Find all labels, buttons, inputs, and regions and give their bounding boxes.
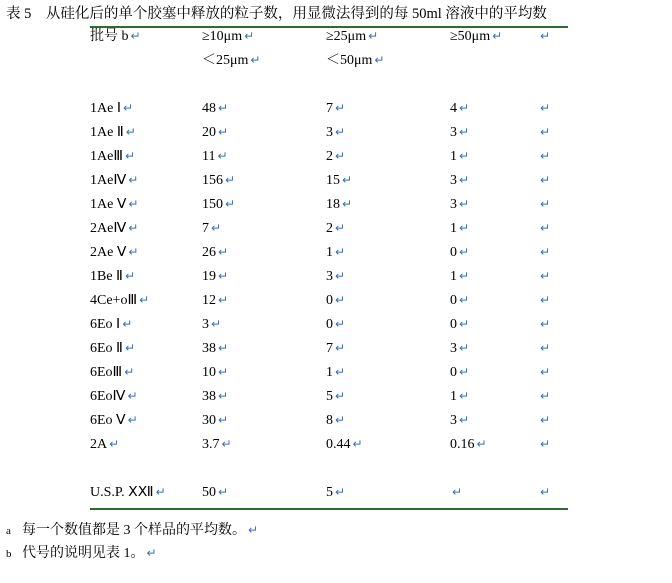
cell-c: 3 ↵ (450, 125, 470, 140)
pilcrow-icon: ↵ (221, 437, 232, 451)
pilcrow-icon: ↵ (125, 125, 136, 139)
cell-b-usp: 5 ↵ (326, 484, 450, 509)
header-separator (90, 76, 568, 100)
pilcrow-icon: ↵ (459, 245, 470, 259)
pilcrow-icon: ↵ (335, 365, 346, 379)
cell-b: 8 ↵ (326, 413, 346, 428)
cell-endmark (538, 316, 568, 340)
cell-batch: 1Ae Ⅱ ↵ (90, 125, 136, 140)
pilcrow-icon: ↵ (540, 101, 551, 115)
pilcrow-icon: ↵ (342, 197, 353, 211)
cell-c: 3 ↵ (450, 413, 470, 428)
pilcrow-icon: ↵ (122, 101, 134, 115)
cell-c: 1 ↵ (450, 389, 470, 404)
footer-separator (90, 460, 568, 484)
header-range-b: ≥25μm ↵ (326, 27, 450, 52)
pilcrow-icon: ↵ (368, 29, 379, 43)
table-row (90, 100, 568, 124)
cell-a-usp: 50 ↵ (202, 484, 326, 509)
caption-text: 从硅化后的单个胶塞中释放的粒子数，用显微法得到的每 50ml 溶液中的平均数 (45, 6, 547, 22)
table-row (90, 316, 568, 340)
cell-b: 2 ↵ (326, 149, 346, 164)
cell-c: 0 ↵ (450, 317, 470, 332)
cell-batch: 1AeⅣ ↵ (90, 173, 139, 188)
table-header-row-2 (90, 52, 568, 76)
pilcrow-icon: ↵ (459, 173, 470, 187)
cell-endmark (538, 244, 568, 268)
pilcrow-icon: ↵ (127, 389, 138, 403)
pilcrow-icon: ↵ (335, 269, 346, 283)
header-batch: 批号 b ↵ (90, 27, 202, 52)
cell-endmark (538, 220, 568, 244)
pilcrow-icon: ↵ (374, 53, 385, 67)
pilcrow-icon: ↵ (540, 197, 551, 211)
pilcrow-icon: ↵ (218, 341, 229, 355)
pilcrow-icon: ↵ (335, 101, 346, 115)
pilcrow-icon: ↵ (122, 317, 133, 331)
cell-b: 0 ↵ (326, 317, 346, 332)
pilcrow-icon: ↵ (540, 125, 551, 139)
pilcrow-icon: ↵ (250, 53, 261, 67)
cell-b: 7 ↵ (326, 101, 346, 116)
cell-a: 11 ↵ (202, 149, 228, 164)
pilcrow-icon: ↵ (459, 197, 470, 211)
table-row (90, 436, 568, 460)
pilcrow-icon: ↵ (218, 389, 229, 403)
pilcrow-icon: ↵ (218, 269, 229, 283)
pilcrow-icon: ↵ (459, 149, 470, 163)
pilcrow-icon: ↵ (459, 101, 470, 115)
pilcrow-icon: ↵ (124, 341, 136, 355)
cell-a: 48 ↵ (202, 101, 229, 116)
cell-c: 3 ↵ (450, 197, 470, 212)
cell-b: 1 ↵ (326, 245, 346, 260)
table-row (90, 172, 568, 196)
pilcrow-icon: ↵ (540, 221, 551, 235)
cell-c: 3 ↵ (450, 173, 470, 188)
pilcrow-icon: ↵ (335, 221, 346, 235)
cell-batch: 1AeⅢ ↵ (90, 149, 136, 164)
cell-c: 1 ↵ (450, 221, 470, 236)
pilcrow-icon: ↵ (540, 149, 551, 163)
cell-batch: 1Ae Ⅴ ↵ (90, 197, 139, 212)
footnote-marker-a: a (6, 525, 11, 537)
pilcrow-icon: ↵ (218, 101, 229, 115)
cell-a: 38 ↵ (202, 341, 229, 356)
pilcrow-icon: ↵ (452, 485, 463, 499)
pilcrow-icon: ↵ (459, 125, 470, 139)
cell-batch: 2Ae Ⅴ ↵ (90, 245, 139, 260)
cell-batch: 2A ↵ (90, 437, 120, 452)
footnote-marker-b: b (6, 548, 12, 560)
table-caption (6, 4, 670, 24)
cell-a: 7 ↵ (202, 221, 222, 236)
cell-endmark-usp (538, 484, 568, 509)
cell-b: 2 ↵ (326, 221, 346, 236)
cell-batch: 6EoⅣ ↵ (90, 389, 138, 404)
pilcrow-icon: ↵ (211, 317, 222, 331)
cell-a: 19 ↵ (202, 269, 229, 284)
pilcrow-icon: ↵ (459, 389, 470, 403)
pilcrow-icon: ↵ (342, 173, 353, 187)
pilcrow-icon: ↵ (139, 293, 150, 307)
cell-c: 3 ↵ (450, 341, 470, 356)
cell-b: 7 ↵ (326, 341, 346, 356)
table-row (90, 412, 568, 436)
table-footnotes (6, 519, 666, 565)
pilcrow-icon: ↵ (244, 29, 255, 43)
cell-b: 0 ↵ (326, 293, 346, 308)
pilcrow-icon: ↵ (540, 269, 551, 283)
pilcrow-icon: ↵ (459, 269, 470, 283)
table-row (90, 244, 568, 268)
cell-a: 26 ↵ (202, 245, 229, 260)
cell-a: 12 ↵ (202, 293, 229, 308)
cell-batch: 6Eo Ⅱ ↵ (90, 341, 136, 356)
cell-batch: 6Eo Ⅰ ↵ (90, 317, 133, 332)
pilcrow-icon: ↵ (218, 125, 229, 139)
cell-batch: 2AeⅣ ↵ (90, 221, 139, 236)
cell-c: 0 ↵ (450, 245, 470, 260)
pilcrow-icon: ↵ (225, 173, 236, 187)
cell-b: 5 ↵ (326, 389, 346, 404)
pilcrow-icon: ↵ (218, 485, 229, 499)
header-range-b-upper: ＜50μm ↵ (326, 53, 385, 68)
header-range-a: ≥10μm ↵ (202, 27, 326, 52)
pilcrow-icon: ↵ (218, 413, 229, 427)
cell-b: 15 ↵ (326, 173, 353, 188)
pilcrow-icon: ↵ (218, 245, 229, 259)
cell-endmark (538, 100, 568, 124)
table-row (90, 220, 568, 244)
pilcrow-icon: ↵ (124, 149, 136, 163)
cell-batch: 6EoⅢ ↵ (90, 365, 135, 380)
pilcrow-icon: ↵ (540, 413, 551, 427)
pilcrow-icon: ↵ (492, 29, 503, 43)
cell-endmark (538, 268, 568, 292)
pilcrow-icon: ↵ (335, 389, 346, 403)
cell-b: 1 ↵ (326, 365, 346, 380)
pilcrow-icon: ↵ (335, 293, 346, 307)
cell-a: 10 ↵ (202, 365, 229, 380)
pilcrow-icon: ↵ (146, 546, 157, 560)
pilcrow-icon: ↵ (459, 413, 470, 427)
pilcrow-icon: ↵ (459, 221, 470, 235)
pilcrow-icon: ↵ (335, 413, 346, 427)
cell-batch: 6Eo Ⅴ ↵ (90, 413, 138, 428)
particle-count-table (90, 26, 568, 510)
cell-a: 150 ↵ (202, 197, 236, 212)
pilcrow-icon: ↵ (335, 341, 346, 355)
cell-c: 0.16 ↵ (450, 437, 487, 452)
table-row (90, 148, 568, 172)
table-container (90, 26, 568, 510)
cell-b: 0.44 ↵ (326, 437, 363, 452)
pilcrow-icon: ↵ (335, 317, 346, 331)
pilcrow-icon: ↵ (335, 485, 346, 499)
header-range-a-upper: ＜25μm ↵ (202, 53, 261, 68)
cell-endmark (538, 292, 568, 316)
pilcrow-icon: ↵ (540, 29, 551, 43)
cell-endmark (538, 364, 568, 388)
pilcrow-icon: ↵ (218, 293, 229, 307)
cell-a: 30 ↵ (202, 413, 229, 428)
pilcrow-icon: ↵ (217, 149, 228, 163)
cell-batch-usp: U.S.P. ⅩⅫ ↵ (90, 484, 202, 509)
cell-endmark (538, 388, 568, 412)
pilcrow-icon: ↵ (540, 173, 551, 187)
cell-c-usp (450, 484, 538, 509)
pilcrow-icon: ↵ (211, 221, 222, 235)
cell-endmark (538, 148, 568, 172)
caption-label: 表 5 (6, 6, 32, 22)
cell-a: 3.7 ↵ (202, 437, 232, 452)
cell-endmark (538, 196, 568, 220)
cell-a: 20 ↵ (202, 125, 229, 140)
table-row (90, 388, 568, 412)
pilcrow-icon: ↵ (540, 485, 551, 499)
cell-endmark (538, 172, 568, 196)
pilcrow-icon: ↵ (248, 523, 259, 537)
pilcrow-icon: ↵ (540, 365, 551, 379)
pilcrow-icon: ↵ (540, 293, 551, 307)
pilcrow-icon: ↵ (218, 365, 229, 379)
cell-c: 4 ↵ (450, 101, 470, 116)
pilcrow-icon: ↵ (540, 389, 551, 403)
cell-c: 1 ↵ (450, 269, 470, 284)
pilcrow-icon: ↵ (352, 437, 363, 451)
pilcrow-icon: ↵ (124, 365, 135, 379)
pilcrow-icon: ↵ (335, 125, 346, 139)
pilcrow-icon: ↵ (128, 221, 139, 235)
cell-endmark (538, 436, 568, 460)
pilcrow-icon: ↵ (540, 317, 551, 331)
pilcrow-icon: ↵ (225, 197, 236, 211)
pilcrow-icon: ↵ (124, 269, 136, 283)
cell-a: 3 ↵ (202, 317, 222, 332)
header-range-c-upper (450, 52, 538, 76)
cell-c: 1 ↵ (450, 149, 470, 164)
pilcrow-icon: ↵ (540, 245, 551, 259)
cell-endmark (538, 340, 568, 364)
table-row (90, 292, 568, 316)
pilcrow-icon: ↵ (459, 341, 470, 355)
table-row (90, 268, 568, 292)
cell-a: 38 ↵ (202, 389, 229, 404)
pilcrow-icon: ↵ (540, 341, 551, 355)
table-row (90, 196, 568, 220)
header-batch-cont (90, 52, 202, 76)
pilcrow-icon: ↵ (155, 485, 166, 499)
pilcrow-icon: ↵ (459, 365, 470, 379)
cell-c: 0 ↵ (450, 365, 470, 380)
footer-separator-cell (90, 460, 568, 484)
pilcrow-icon: ↵ (540, 437, 551, 451)
cell-endmark (538, 412, 568, 436)
cell-b: 3 ↵ (326, 125, 346, 140)
pilcrow-icon: ↵ (459, 293, 470, 307)
pilcrow-icon: ↵ (130, 29, 141, 43)
cell-c: 0 ↵ (450, 293, 470, 308)
footnote-text-a: 每一个数值都是 3 个样品的平均数。 (22, 523, 246, 538)
pilcrow-icon: ↵ (128, 197, 139, 211)
header-range-c: ≥50μm ↵ (450, 27, 538, 52)
pilcrow-icon: ↵ (459, 317, 470, 331)
footnote-b (6, 542, 666, 565)
cell-batch: 1Ae Ⅰ ↵ (90, 101, 134, 116)
cell-batch: 1Be Ⅱ ↵ (90, 269, 136, 284)
pilcrow-icon: ↵ (109, 437, 120, 451)
usp-standard-row (90, 484, 568, 509)
table-row (90, 364, 568, 388)
pilcrow-icon: ↵ (128, 245, 139, 259)
table-row (90, 340, 568, 364)
cell-batch: 4Ce+oⅢ ↵ (90, 293, 150, 308)
cell-b: 3 ↵ (326, 269, 346, 284)
header-endmark-2 (538, 52, 568, 76)
pilcrow-icon: ↵ (335, 149, 346, 163)
header-separator-cell (90, 76, 568, 100)
pilcrow-icon: ↵ (335, 245, 346, 259)
footnote-text-b: 代号的说明见表 1。 (22, 546, 145, 561)
pilcrow-icon: ↵ (476, 437, 487, 451)
table-header-row-1 (90, 27, 568, 52)
cell-b: 18 ↵ (326, 197, 353, 212)
pilcrow-icon: ↵ (128, 173, 139, 187)
table-row (90, 124, 568, 148)
footnote-a (6, 519, 666, 542)
cell-a: 156 ↵ (202, 173, 236, 188)
header-endmark (538, 27, 568, 52)
pilcrow-icon: ↵ (127, 413, 138, 427)
cell-endmark (538, 124, 568, 148)
